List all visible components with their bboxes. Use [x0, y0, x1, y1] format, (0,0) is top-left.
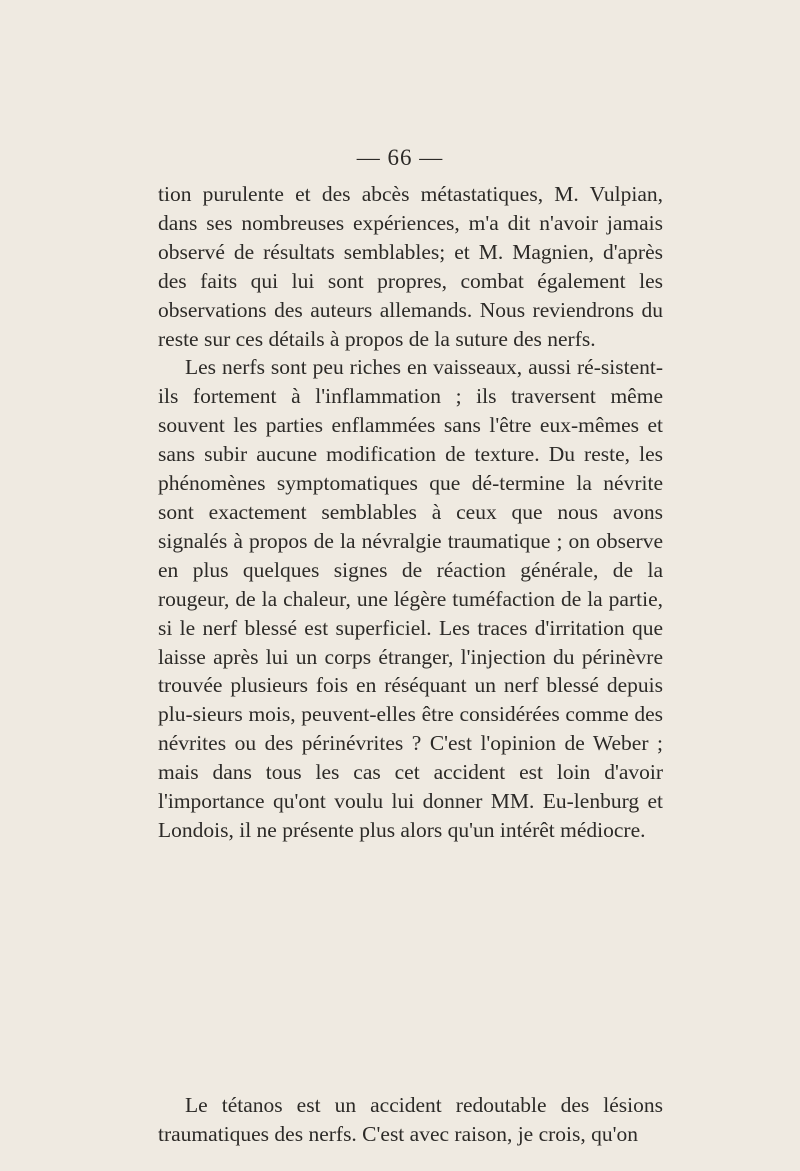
paragraph-2: Les nerfs sont peu riches en vaisseaux, aussi ré-sistent-ils fortement à l'inflammation ; ils traversent même souvent les parties enflammées sans l'être eux-mêmes et sans subir aucune modification de texture. Du reste, les phénomènes symptomatiques que dé-termine la névrite sont exactement semblables à ceux que nous avons signalés à propos de la névralgie traumatique ; on observe en plus quelques signes de réaction générale, de la rougeur, de la chaleur, une légère tuméfaction de la partie, si le nerf blessé est superficiel. Les traces d'irritation que laisse après lui un corps étranger, l'injection du périnèvre trouvée plusieurs fois en réséquant un nerf blessé depuis plu-sieurs mois, peuvent-elles être considérées comme des névrites ou des périnévrites ? C'est l'opinion de Weber ; mais dans tous les cas cet accident est loin d'avoir l'importance qu'ont voulu lui donner MM. Eu-lenburg et Londois, il ne présente plus alors qu'un intérêt médiocre. — [158, 355, 663, 842]
paragraph-3: Le tétanos est un accident redoutable des lésions traumatiques des nerfs. C'est avec raison, je crois, qu'on — [158, 1093, 663, 1146]
paragraph-1: tion purulente et des abcès métastatiques, M. Vulpian, dans ses nombreuses expériences, m'a dit n'avoir jamais observé de résultats semblables; et M. Magnien, d'après des faits qui lui sont propres, combat également les observations des auteurs allemands. Nous reviendrons du reste sur ces détails à propos de la suture des nerfs. — [158, 182, 663, 351]
text-block-main — [158, 180, 663, 845]
text-block-tetanos — [158, 1091, 663, 1149]
page-number: — 66 — — [356, 145, 444, 170]
